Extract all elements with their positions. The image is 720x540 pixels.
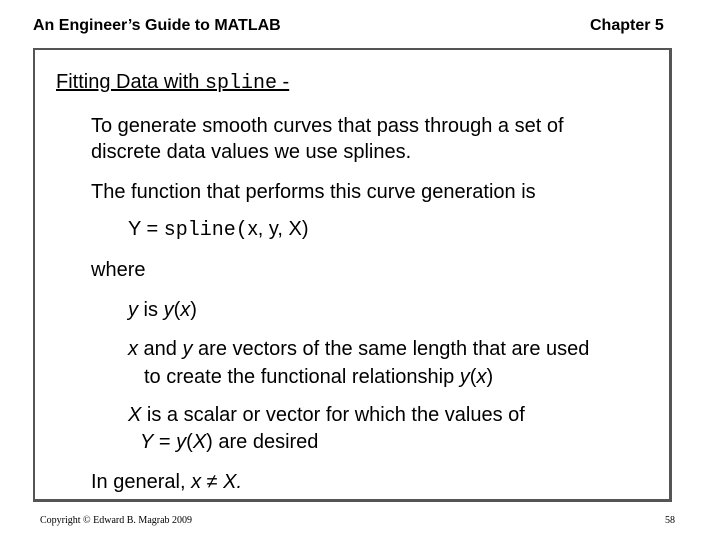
def3-a: X [128,404,142,426]
slide-title [56,71,289,95]
def3-f: ( [186,431,193,453]
intro-line-1: To generate smooth curves that pass through a set of [91,115,564,137]
definition-X-line-1 [128,404,525,427]
general-d: X. [223,471,243,493]
def3-d: = [153,431,177,453]
where-label: where [91,259,146,281]
def1-c: y [163,299,174,321]
syntax-line [128,218,309,242]
general-b: x [191,471,202,493]
definition-xy-line-2 [144,366,493,389]
def2-g: ( [469,366,477,388]
def1-f: ) [190,299,197,321]
def1-b: is [138,299,164,321]
def2-c: y [182,338,193,360]
header-book-title: An Engineer’s Guide to MATLAB [33,17,281,34]
def2-f: y [459,366,470,388]
general-statement [91,471,242,494]
syntax-prefix: Y = [128,218,164,240]
def3-b: is a scalar or vector for which the values of [141,404,525,426]
title-text: Fitting Data with [56,71,205,93]
function-intro: The function that performs this curve generation is [91,181,536,203]
def1-a: y [128,299,138,321]
def2-h: x [476,366,487,388]
def2-i: ) [486,366,494,388]
header-chapter: Chapter 5 [590,17,664,34]
def2-b: and [138,338,183,360]
definition-y [128,299,197,322]
title-code: spline [204,72,277,95]
general-c: ≠ [201,471,224,493]
def1-e: x [180,299,191,321]
intro-line-2: discrete data values we use splines. [91,141,412,163]
def3-e: y [176,431,187,453]
syntax-args: x, y, X) [247,218,309,240]
def2-e: to create the functional relationship [144,366,460,388]
def3-g: X [192,431,207,453]
def3-h: ) are desired [206,431,319,453]
general-a: In general, [91,471,192,493]
definition-X-line-2 [140,431,318,454]
syntax-code: spline( [163,219,248,242]
def3-c: Y [140,431,154,453]
title-suffix: - [276,71,290,93]
def2-a: x [128,338,138,360]
def2-d: are vectors of the same length that are used [192,338,590,360]
footer-page-number: 58 [665,515,675,526]
footer-copyright: Copyright © Edward B. Magrab 2009 [40,515,193,526]
def1-d: ( [173,299,181,321]
definition-xy-line-1 [128,338,589,361]
